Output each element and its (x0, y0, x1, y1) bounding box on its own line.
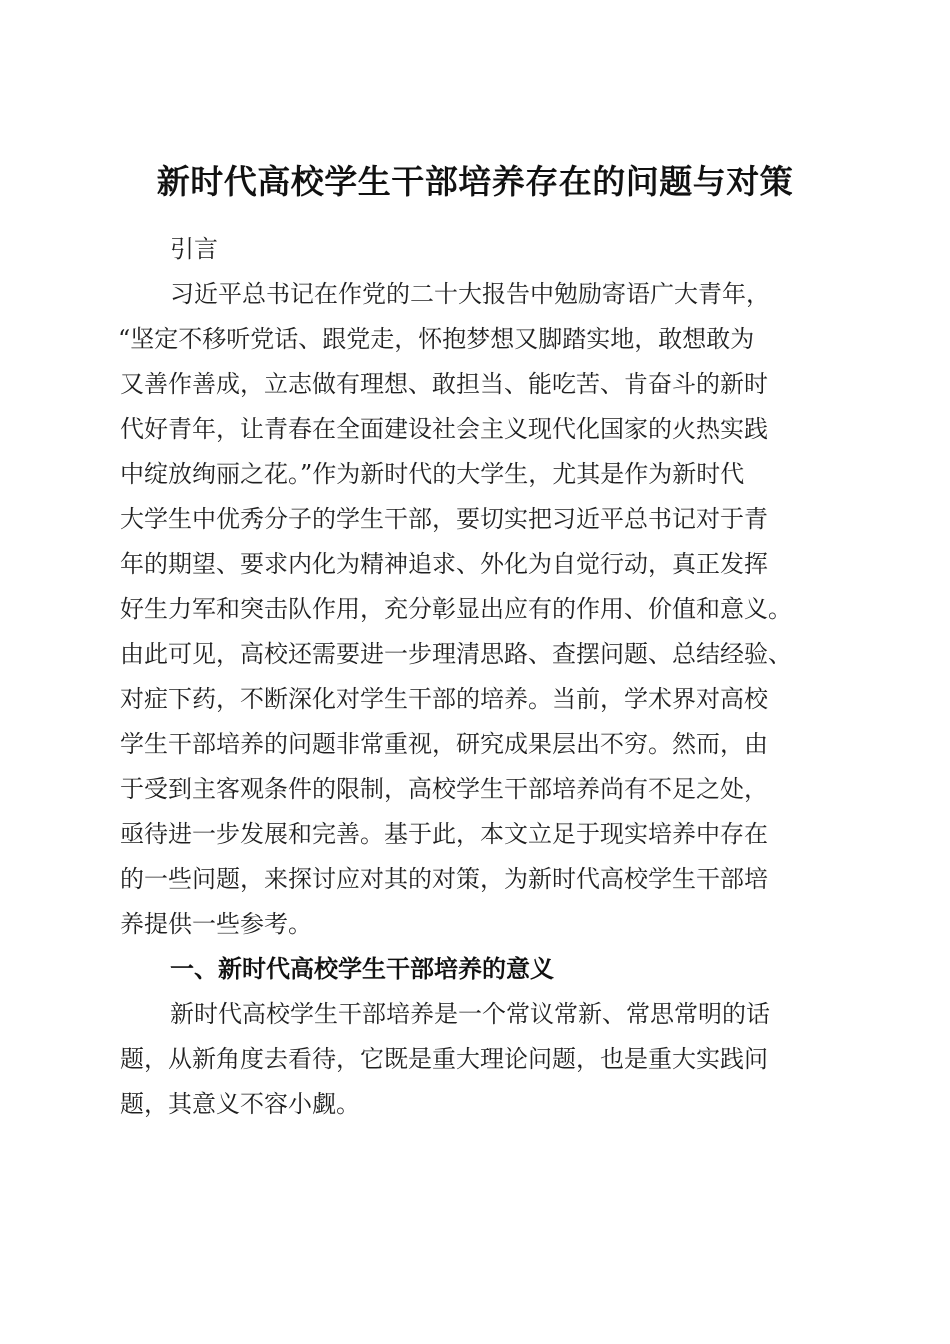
paragraph-line: 又善作善成，立志做有理想、敢担当、能吃苦、肯奋斗的新时 (120, 370, 768, 398)
paragraph-line: 养提供一些参考。 (120, 910, 312, 938)
paragraph-line: 由此可见，高校还需要进一步理清思路、查摆问题、总结经验、 (120, 640, 792, 668)
paragraph-line: 中绽放绚丽之花。”作为新时代的大学生，尤其是作为新时代 (120, 460, 745, 488)
paragraph-line: 亟待进一步发展和完善。基于此，本文立足于现实培养中存在 (120, 820, 768, 848)
paragraph-line: 好生力军和突击队作用，充分彰显出应有的作用、价值和意义。 (120, 595, 792, 623)
paragraph-line: 学生干部培养的问题非常重视，研究成果层出不穷。然而，由 (120, 730, 768, 758)
section-heading: 一、新时代高校学生干部培养的意义 (170, 955, 554, 983)
paragraph-line: 于受到主客观条件的限制，高校学生干部培养尚有不足之处， (120, 775, 768, 803)
paragraph-line: 代好青年，让青春在全面建设社会主义现代化国家的火热实践 (120, 415, 768, 443)
paragraph-line: 的一些问题，来探讨应对其的对策，为新时代高校学生干部培 (120, 865, 768, 893)
paragraph-line: 习近平总书记在作党的二十大报告中勉励寄语广大青年， (170, 280, 770, 308)
paragraph-line: 题，从新角度去看待，它既是重大理论问题，也是重大实践问 (120, 1045, 768, 1073)
document-title: 新时代高校学生干部培养存在的问题与对策 (156, 162, 794, 202)
paragraph-line: 对症下药，不断深化对学生干部的培养。当前，学术界对高校 (120, 685, 768, 713)
paragraph-line: 大学生中优秀分子的学生干部，要切实把习近平总书记对于青 (120, 505, 768, 533)
paragraph-line: 新时代高校学生干部培养是一个常议常新、常思常明的话 (170, 1000, 770, 1028)
intro-heading: 引言 (170, 235, 218, 263)
paragraph-line: 题，其意义不容小觑。 (120, 1090, 360, 1118)
paragraph-line: 年的期望、要求内化为精神追求、外化为自觉行动，真正发挥 (120, 550, 768, 578)
paragraph-line: “坚定不移听党话、跟党走，怀抱梦想又脚踏实地，敢想敢为 (118, 325, 755, 353)
